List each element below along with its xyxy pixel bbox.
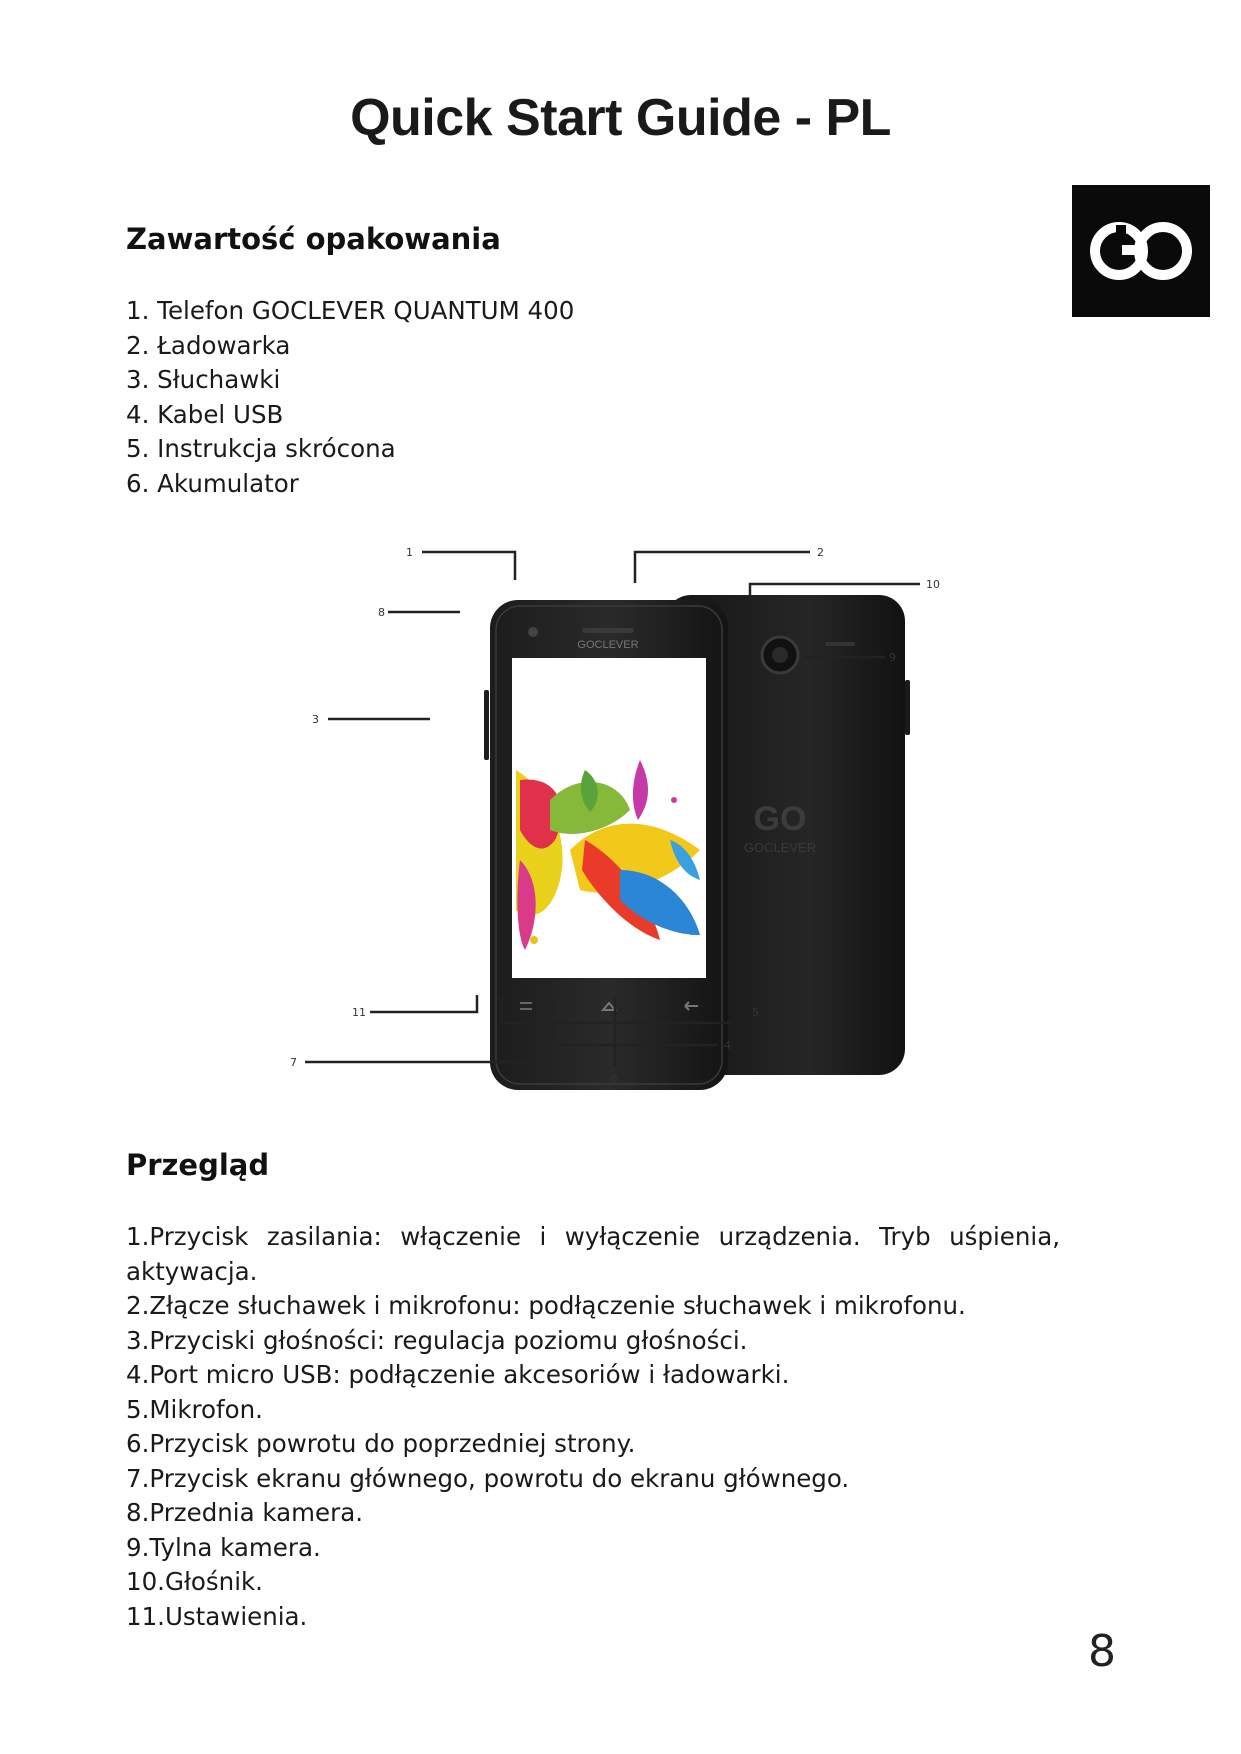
callout-label: 8 (378, 606, 385, 619)
list-item: 8.Przednia kamera. (126, 1498, 363, 1527)
back-logo: GO (753, 800, 807, 838)
list-item: 7.Przycisk ekranu głównego, powrotu do ekranu głównego. (126, 1463, 850, 1493)
callout-label: 6 (611, 1072, 618, 1085)
callout-label: 7 (290, 1056, 297, 1069)
overview-heading: Przegląd (126, 1148, 270, 1182)
phone-diagram-icon (290, 540, 1080, 1150)
callout-label: 5 (752, 1006, 759, 1019)
list-item: 1. Telefon GOCLEVER QUANTUM 400 (126, 296, 575, 325)
list-item: 5.Mikrofon. (126, 1394, 263, 1424)
list-item: 2. Ładowarka (126, 330, 291, 360)
overview-list (126, 1220, 1060, 1634)
list-item: 11.Ustawienia. (126, 1601, 308, 1631)
list-item: 5. Instrukcja skrócona (126, 434, 396, 463)
contents-heading: Zawartość opakowania (126, 222, 501, 256)
contents-list (126, 294, 574, 501)
earpiece (582, 628, 634, 633)
list-item: 3. Słuchawki (126, 365, 281, 394)
list-item: 3.Przyciski głośności: regulacja poziomu głośności. (126, 1325, 748, 1355)
list-item: 1.Przycisk zasilania: włączenie i wyłączenie urządzenia. Tryb uśpienia, aktywacja. (126, 1222, 1060, 1286)
list-item: 6. Akumulator (126, 468, 299, 498)
phone-front (484, 600, 728, 1090)
callout-label: 1 (406, 546, 413, 559)
front-camera-icon (528, 627, 538, 637)
callout-label: 9 (889, 651, 896, 664)
callout-label: 2 (817, 546, 824, 559)
page-number: 8 (1088, 1626, 1116, 1677)
front-brand: GOCLEVER (577, 639, 639, 651)
go-logo-icon (1072, 185, 1210, 317)
menu-icon (520, 1002, 532, 1004)
list-item: 9.Tylna kamera. (126, 1532, 321, 1562)
list-item: 6.Przycisk powrotu do poprzedniej strony. (126, 1429, 636, 1458)
list-item: 4. Kabel USB (126, 399, 284, 429)
phone-diagram (290, 540, 1080, 1150)
goclever-logo (1072, 185, 1210, 317)
page-title: Quick Start Guide - PL (350, 89, 891, 147)
callout-label: 11 (352, 1006, 366, 1019)
list-item: 4.Port micro USB: podłączenie akcesoriów i ładowarki. (126, 1360, 790, 1389)
callout-label: 10 (926, 578, 940, 591)
callout-label: 4 (724, 1039, 731, 1052)
callout-label: 3 (312, 713, 319, 726)
back-brand: GOCLEVER (743, 840, 817, 855)
list-item: 10.Głośnik. (126, 1567, 263, 1596)
list-item: 2.Złącze słuchawek i mikrofonu: podłączenie słuchawek i mikrofonu. (126, 1291, 966, 1320)
